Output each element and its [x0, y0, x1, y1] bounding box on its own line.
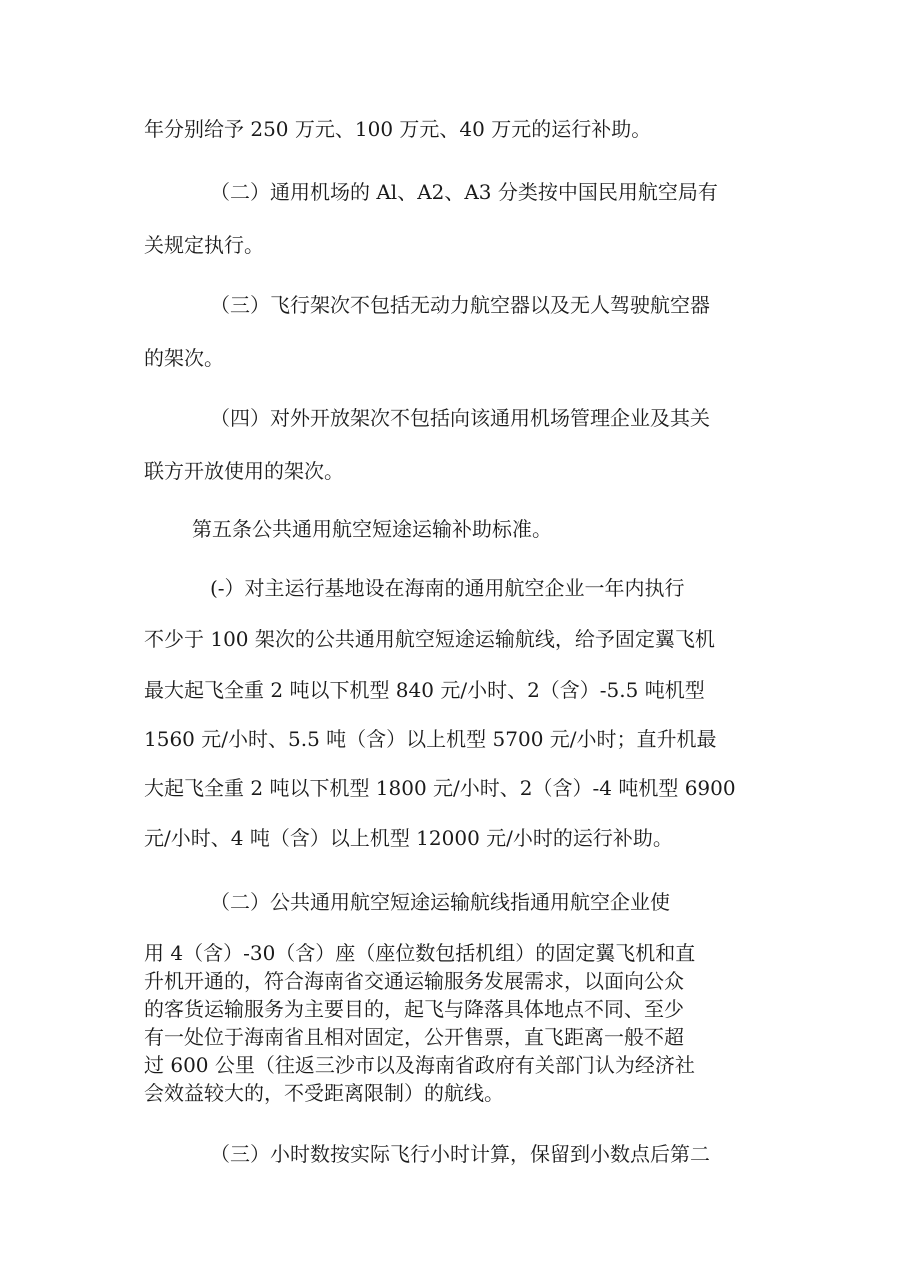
- paragraph-line: （四）对外开放架次不包括向该通用机场管理企业及其关: [210, 406, 710, 430]
- paragraph-line: 升机开通的，符合海南省交通运输服务发展需求，以面向公众: [144, 969, 684, 993]
- paragraph-line: 关规定执行。: [144, 233, 264, 257]
- paragraph-line: 联方开放使用的架次。: [144, 459, 344, 483]
- paragraph-line: 会效益较大的，不受距离限制）的航线。: [144, 1081, 504, 1105]
- paragraph-line: 有一处位于海南省且相对固定，公开售票，直飞距离一般不超: [144, 1025, 684, 1049]
- paragraph-line: 的架次。: [144, 346, 224, 370]
- paragraph-line: (-）对主运行基地设在海南的通用航空企业一年内执行: [210, 576, 685, 600]
- paragraph-line: 元/小时、4 吨（含）以上机型 12000 元/小时的运行补助。: [144, 826, 673, 850]
- paragraph-line: 最大起飞全重 2 吨以下机型 840 元/小时、2（含）-5.5 吨机型: [144, 678, 705, 702]
- section-heading: 第五条公共通用航空短途运输补助标准。: [192, 517, 552, 541]
- paragraph-line: （二）通用机场的 Al、A2、A3 分类按中国民用航空局有: [210, 180, 718, 204]
- paragraph-line: （三）飞行架次不包括无动力航空器以及无人驾驶航空器: [210, 293, 710, 317]
- paragraph-line: 用 4（含）-30（含）座（座位数包括机组）的固定翼飞机和直: [144, 941, 696, 965]
- paragraph-line: 大起飞全重 2 吨以下机型 1800 元/小时、2（含）-4 吨机型 6900: [144, 776, 736, 800]
- paragraph-line: 过 600 公里（往返三沙市以及海南省政府有关部门认为经济社: [144, 1053, 695, 1077]
- paragraph-line: 年分别给予 250 万元、100 万元、40 万元的运行补助。: [144, 117, 652, 141]
- paragraph-line: 不少于 100 架次的公共通用航空短途运输航线，给予固定翼飞机: [144, 627, 715, 651]
- paragraph-line: 1560 元/小时、5.5 吨（含）以上机型 5700 元/小时；直升机最: [144, 727, 717, 751]
- paragraph-line: （三）小时数按实际飞行小时计算，保留到小数点后第二: [210, 1142, 710, 1166]
- paragraph-line: 的客货运输服务为主要目的，起飞与降落具体地点不同、至少: [144, 997, 684, 1021]
- paragraph-line: （二）公共通用航空短途运输航线指通用航空企业使: [210, 890, 670, 914]
